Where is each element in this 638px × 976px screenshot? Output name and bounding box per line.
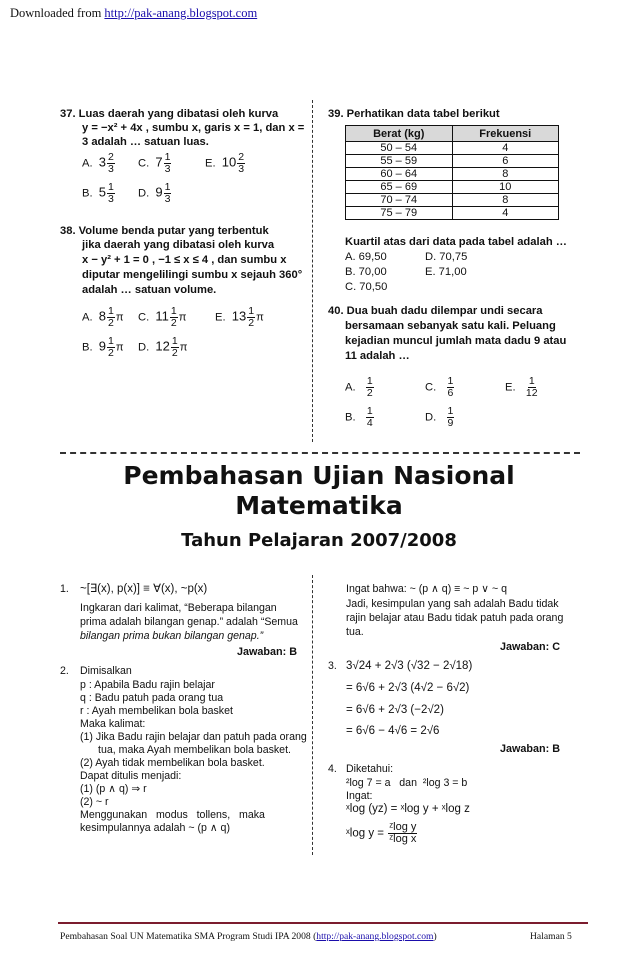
sol2cont-line3: rajin belajar atau Badu tidak patuh pada orang (346, 612, 564, 624)
sol4-line5-lhs: ˣlog y = (346, 827, 384, 840)
sol3-line2: = 6√6 + 2√3 (4√2 − 6√2) (346, 682, 470, 694)
q37-option-e: E. 10 $\frac{2}{3}$ (205, 151, 245, 175)
upper-column-divider (312, 100, 313, 442)
q40-line3: kejadian muncul jumlah mata dadu 9 atau (345, 335, 567, 347)
solution-title-line3: Tahun Pelajaran 2007/2008 (181, 530, 457, 551)
q39-frequency-table (345, 125, 559, 220)
q40-line1: 40. Dua buah dadu dilempar undi secara (328, 305, 543, 317)
sol2-line12: Menggunakan modus tollens, maka (80, 809, 265, 821)
solution-title-line2: Matematika (235, 491, 403, 520)
sol2cont-answer: Jawaban: C (500, 641, 560, 653)
sol4-number: 4. (328, 763, 337, 775)
q38-option-b: B. 9 $\frac{1}{2}$ π (82, 335, 124, 359)
sol3-number: 3. (328, 660, 337, 672)
q38-option-d: D. 12 $\frac{1}{2}$ π (138, 335, 188, 359)
q40-option-b: B. $\frac{1}{4}$ (345, 405, 373, 429)
q38-line2: jika daerah yang dibatasi oleh kurva (82, 239, 275, 251)
q39-col-frekuensi: Frekuensi (452, 126, 559, 142)
sol1-line2: prima adalah bilangan genap.” adalah “Semua (80, 616, 298, 628)
table-row: 75 – 79 4 (346, 207, 559, 220)
download-header (10, 6, 257, 21)
q37-option-a: A. 3 $\frac{2}{3}$ (82, 151, 114, 175)
sol2-line9: Dapat ditulis menjadi: (80, 770, 182, 782)
sol1-line3: bilangan prima bukan bilangan genap.” (80, 630, 264, 642)
q38-option-c: C. 11 $\frac{1}{2}$ π (138, 305, 187, 329)
sol2cont-line4: tua. (346, 626, 364, 638)
sol2-line2: p : Apabila Badu rajin belajar (80, 679, 215, 691)
q37-line2: y = −x² + 4x , sumbu x, garis x = 1, dan x = (82, 122, 305, 134)
sol2-line7: tua, maka Ayah membelikan bola basket. (98, 744, 291, 756)
sol1-number: 1. (60, 583, 69, 595)
q38-option-a: A. 8 $\frac{1}{2}$ π (82, 305, 124, 329)
q38-line5: adalah … satuan volume. (82, 284, 217, 296)
sol3-line1: 3√24 + 2√3 (√32 − 2√18) (346, 660, 473, 672)
sol2-line10: (1) (p ∧ q) ⇒ r (80, 783, 147, 795)
footer-text: Pembahasan Soal UN Matematika SMA Program Studi IPA 2008 (http://pak-anang.blogspot.com) (60, 931, 437, 942)
q39-question: Kuartil atas dari data pada tabel adalah … (345, 236, 567, 248)
sol3-line3: = 6√6 + 2√3 (−2√2) (346, 704, 444, 716)
table-row: 70 – 74 8 (346, 194, 559, 207)
sol2-number: 2. (60, 665, 69, 677)
sol1-answer: Jawaban: B (237, 646, 297, 658)
sol3-line4: = 6√6 − 4√6 = 2√6 (346, 725, 440, 737)
q39-option-b: B. 70,00 (345, 266, 387, 278)
footer-page-number: Halaman 5 (530, 931, 572, 942)
q37-option-c: C. 7 $\frac{1}{3}$ (138, 151, 171, 175)
sol3-answer: Jawaban: B (500, 743, 560, 755)
sol2-line1: Dimisalkan (80, 665, 132, 677)
q39-table-wrap (345, 125, 559, 220)
q39-col-berat: Berat (kg) (346, 126, 453, 142)
header-prefix: Downloaded from (10, 6, 105, 20)
table-row: 60 – 64 8 (346, 168, 559, 181)
q40-option-e: E. $\frac{1}{12}$ (505, 375, 538, 399)
q39-line1: 39. Perhatikan data tabel berikut (328, 108, 500, 120)
sol2-line4: r : Ayah membelikan bola basket (80, 705, 233, 717)
footer-rule (58, 922, 588, 924)
sol2-line6: (1) Jika Badu rajin belajar dan patuh pada orang (80, 731, 307, 743)
q39-option-a: A. 69,50 (345, 251, 387, 263)
q39-option-d: D. 70,75 (425, 251, 468, 263)
table-row: 50 – 54 4 (346, 142, 559, 155)
sol2-line5: Maka kalimat: (80, 718, 146, 730)
q40-line4: 11 adalah … (345, 350, 410, 362)
sol4-line3: Ingat: (346, 790, 373, 802)
sol4-line4: ˣlog (yz) = ˣlog y + ˣlog z (346, 803, 470, 815)
q39-option-e: E. 71,00 (425, 266, 467, 278)
q39-option-c: C. 70,50 (345, 281, 388, 293)
sol4-line1: Diketahui: (346, 763, 394, 775)
q40-option-a: A. $\frac{1}{2}$ (345, 375, 373, 399)
q37-line3: 3 adalah … satuan luas. (82, 136, 209, 148)
q37-line1: 37. Luas daerah yang dibatasi oleh kurva (60, 108, 279, 120)
sol4-line5-fraction: $\frac{\text{ᶻlog y}}{\text{ᶻlog x}}$ (389, 821, 417, 845)
solution-title-line1: Pembahasan Ujian Nasional (123, 461, 515, 490)
sol2cont-line1: Ingat bahwa: ~ (p ∧ q) ≡ ~ p ∨ ~ q (346, 583, 507, 595)
q37-option-d: D. 9 $\frac{1}{3}$ (138, 181, 171, 205)
table-row: 55 – 59 6 (346, 155, 559, 168)
sol2-line13: kesimpulannya adalah ~ (p ∧ q) (80, 822, 230, 834)
sol1-line1: Ingkaran dari kalimat, “Beberapa bilangan (80, 602, 277, 614)
footer-link[interactable]: http://pak-anang.blogspot.com (316, 931, 434, 942)
sol2-line11: (2) ~ r (80, 796, 109, 808)
table-row: 65 – 69 10 (346, 181, 559, 194)
sol2cont-line2: Jadi, kesimpulan yang sah adalah Badu tidak (346, 598, 559, 610)
section-separator (60, 452, 580, 454)
q38-line4: diputar mengelilingi sumbu x sejauh 360° (82, 269, 303, 281)
sol2-line3: q : Badu patuh pada orang tua (80, 692, 224, 704)
q40-option-c: C. $\frac{1}{6}$ (425, 375, 454, 399)
q38-line3: x − y² + 1 = 0 , −1 ≤ x ≤ 4 , dan sumbu x (82, 254, 287, 266)
q38-line1: 38. Volume benda putar yang terbentuk (60, 225, 269, 237)
header-link[interactable]: http://pak-anang.blogspot.com (104, 6, 258, 20)
q37-option-b: B. 5 $\frac{1}{3}$ (82, 181, 114, 205)
q40-line2: bersamaan sebanyak satu kali. Peluang (345, 320, 556, 332)
sol4-line5 (346, 822, 418, 845)
q38-option-e: E. 13 $\frac{1}{2}$ π (215, 305, 264, 329)
sol1-formula: ~[∃(x), p(x)] ≡ ∀(x), ~p(x) (80, 583, 208, 595)
lower-column-divider (312, 575, 313, 855)
q40-option-d: D. $\frac{1}{9}$ (425, 405, 454, 429)
sol2-line8: (2) Ayah tidak membelikan bola basket. (80, 757, 265, 769)
sol4-line2: ²log 7 = a dan ²log 3 = b (346, 777, 468, 789)
